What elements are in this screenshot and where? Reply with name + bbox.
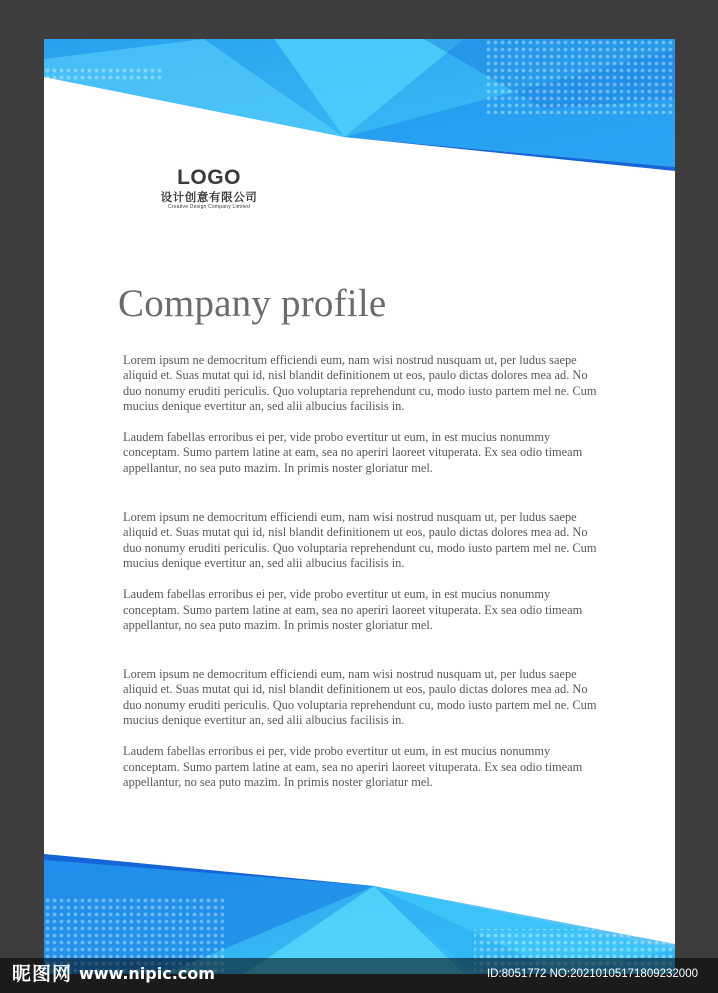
paragraph-4: Laudem fabellas erroribus ei per, vide probo evertitur ut eum, in est mucius nonummy conceptam. Sumo partem latine at eam, sea no aperiri laoreet vituperata. Ex sea odio timeam appellantur, no sea puto mazim. In primis noster gloriatur mel. — [123, 587, 583, 632]
body-text — [123, 353, 603, 790]
letterhead-page — [44, 39, 675, 974]
logo-english-name: Creative Design Company Limited — [167, 204, 251, 210]
watermark-id: ID:8051772 NO:20210105171809232000 — [486, 968, 698, 980]
company-logo — [144, 167, 274, 210]
paragraph-6: Laudem fabellas erroribus ei per, vide probo evertitur ut eum, in est mucius nonummy conceptam. Sumo partem latine at eam, sea no aperiri laoreet vituperata. Ex sea odio timeam appellantur, no sea puto mazim. In primis noster gloriatur mel. — [123, 744, 583, 789]
top-blue-decoration — [44, 39, 675, 214]
paragraph-5: Lorem ipsum ne democritum efficiendi eum, nam wisi nostrud nusquam ut, per ludus saepe aliquid et. Suas mutat qui id, nisl blandit definitionem ut eos, paulo dictas dolores mea ad. No duo nonumy eruditi periculis. Quo voluptaria reprehendunt cu, modo iusto partem mel ne. Cum mucius denique evertitur an, sed alii albucius facilisis in. — [123, 667, 597, 728]
logo-chinese-name: 设计创意有限公司 — [160, 190, 258, 204]
bottom-blue-decoration — [44, 834, 675, 974]
paragraph-3: Lorem ipsum ne democritum efficiendi eum, nam wisi nostrud nusquam ut, per ludus saepe aliquid et. Suas mutat qui id, nisl blandit definitionem ut eos, paulo dictas dolores mea ad. No duo nonumy eruditi periculis. Quo voluptaria reprehendunt cu, modo iusto partem mel ne. Cum mucius denique evertitur an, sed alii albucius facilisis in. — [123, 510, 597, 570]
watermark-url: www.nipic.com — [79, 964, 215, 983]
paragraph-2: Laudem fabellas erroribus ei per, vide probo evertitur ut eum, in est mucius nonummy conceptam. Sumo partem latine at eam, sea no aperiri laoreet vituperata. Ex sea odio timeam appellantur, no sea puto mazim. In primis noster gloriatur mel. — [123, 430, 583, 475]
site-watermark — [0, 958, 718, 993]
page-title: Company profile — [118, 282, 387, 325]
paragraph-1: Lorem ipsum ne democritum efficiendi eum, nam wisi nostrud nusquam ut, per ludus saepe aliquid et. Suas mutat qui id, nisl blandit definitionem ut eos, paulo dictas dolores mea ad. No duo nonumy eruditi periculis. Quo voluptaria reprehendunt cu, modo iusto partem mel ne. Cum mucius denique evertitur an, sed alii albucius facilisis in. — [123, 353, 597, 413]
watermark-site-name: 昵图网 — [12, 963, 73, 985]
logo-word: LOGO — [177, 166, 241, 189]
